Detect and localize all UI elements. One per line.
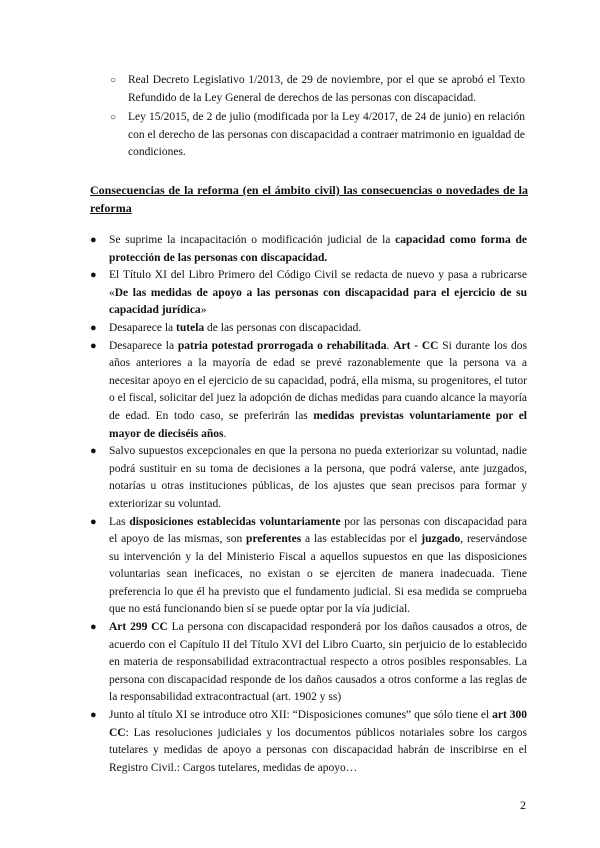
section-heading: Consecuencias de la reforma (en el ámbito civil) las consecuencias o novedades de la reforma (90, 183, 528, 215)
bold-text: medidas previstas voluntariamente por el mayor de dieciséis años (109, 409, 527, 440)
bullet-icon: ● (90, 445, 97, 458)
bullet-icon: ● (90, 515, 97, 528)
list-item (90, 707, 527, 777)
text-segment: de las personas con discapacidad. (204, 321, 362, 334)
text-segment: Se suprime la incapacitación o modificación judicial de la (109, 234, 396, 246)
text-segment: Desaparece la (109, 321, 177, 334)
bold-text: patria potestad prorrogada o rehabilitada (177, 339, 387, 352)
bold-text: capacidad como forma de protección de las personas con discapacidad. (109, 234, 527, 264)
text-segment: Junto al título XI se introduce otro XII: “Disposiciones comunes” que sólo tiene el (109, 709, 493, 722)
bold-text: Art 299 CC (109, 621, 168, 634)
page-number: 2 (520, 798, 526, 812)
text-segment: Si durante los dos años anteriores a la mayoría de edad se prevé razonablemente que la persona va a necesitar apoyo en el ejercicio de su capacidad, podrá, ella misma, su progenitores, el tutor o el fiscal, solicitar del juez la adopción de dichas medidas para cuando alcance la mayoría de edad. En todo caso, se preferirán las (109, 339, 527, 422)
list-item (90, 338, 527, 444)
bold-text: Art - CC (393, 339, 439, 352)
bold-text: art 300 CC (109, 709, 527, 739)
bullet-icon: ● (90, 234, 97, 246)
hollow-circle-icon: ○ (110, 75, 117, 86)
list-item (110, 109, 525, 162)
bullet-icon: ● (90, 339, 97, 352)
list-item-text: Real Decreto Legislativo 1/2013, de 29 de noviembre, por el que se aprobó el Texto Refundido de la Ley General de derechos de las personas con discapacidad. (128, 74, 525, 104)
bold-text: tutela (176, 321, 205, 334)
list-item (110, 72, 525, 107)
bullet-icon: ● (90, 621, 97, 634)
list-item (90, 619, 527, 707)
list-item (90, 320, 527, 338)
legislation-sublist (110, 72, 525, 164)
bold-text: disposiciones establecidas voluntariamente (129, 515, 341, 528)
text-segment: Las (109, 515, 130, 528)
text-segment: . (223, 427, 227, 440)
bold-text: preferentes (246, 533, 302, 546)
bold-text: De las medidas de apoyo a las personas con discapacidad para el ejercicio de su capacidad jurídica (109, 286, 527, 317)
text-segment: El Título XI del Libro Primero del Código Civil se redacta de nuevo y pasa a rubricarse « (109, 269, 527, 299)
list-item (90, 267, 527, 320)
list-item (90, 514, 528, 620)
text-segment: » (200, 304, 207, 317)
text-segment: , reservándose su intervención y la del Ministerio Fiscal a aquellos supuestos en que las disposiciones voluntarias sean ineficaces, no existan o se ejerciten de manera inadecuada. Tiene preferencia lo que él ha previsto que el fundamento judicial. Si esa medida se comprueba que no está funcionando bien sí se puede optar por la vía judicial. (109, 533, 527, 616)
text-segment: por las personas con discapacidad para el apoyo de las mismas, son (109, 515, 528, 546)
text-segment: : Las resoluciones judiciales y los documentos públicos notariales sobre los cargos tutelares y medidas de apoyo a personas con discapacidad habrán de inscribirse en el Registro Civil.: Cargos tutelares, medidas de apoyo… (109, 726, 527, 774)
bold-text: juzgado (421, 533, 461, 546)
text-segment: Desaparece la (109, 339, 178, 352)
list-item (90, 232, 527, 267)
text-segment: La persona con discapacidad responderá por los daños causados a otros, de acuerdo con el Capítulo II del Título XVI del Libro Cuarto, sin perjuicio de lo establecido en materia de responsabilidad extracontractual respecto a otros posibles responsables. La persona con discapacidad responde de los daños causados a otros conforme a las reglas de la responsabilidad extracontractual (art. 1902 y ss) (109, 621, 527, 704)
list-item (90, 443, 527, 513)
text-segment: a las establecidas por el (301, 533, 422, 546)
bullet-icon: ● (90, 269, 97, 282)
list-item-text: Ley 15/2015, de 2 de julio (modificada por la Ley 4/2017, de 24 de junio) en relación con el derecho de las personas con discapacidad a contraer matrimonio en igualdad de condiciones. (128, 111, 525, 158)
hollow-circle-icon: ○ (110, 112, 117, 123)
text-segment: Salvo supuestos excepcionales en que la persona no pueda exteriorizar su voluntad, nadie podrá sustituir en su toma de decisiones a la persona, que podrá valerse, ante juzgados, notarías u otras instituciones públicas, de los ajustes que sean precisos para formar y exteriorizar su voluntad. (109, 445, 527, 510)
bullet-icon: ● (90, 321, 97, 334)
text-segment: . (386, 339, 394, 352)
bullet-icon: ● (90, 709, 97, 722)
consequences-list (90, 232, 528, 777)
